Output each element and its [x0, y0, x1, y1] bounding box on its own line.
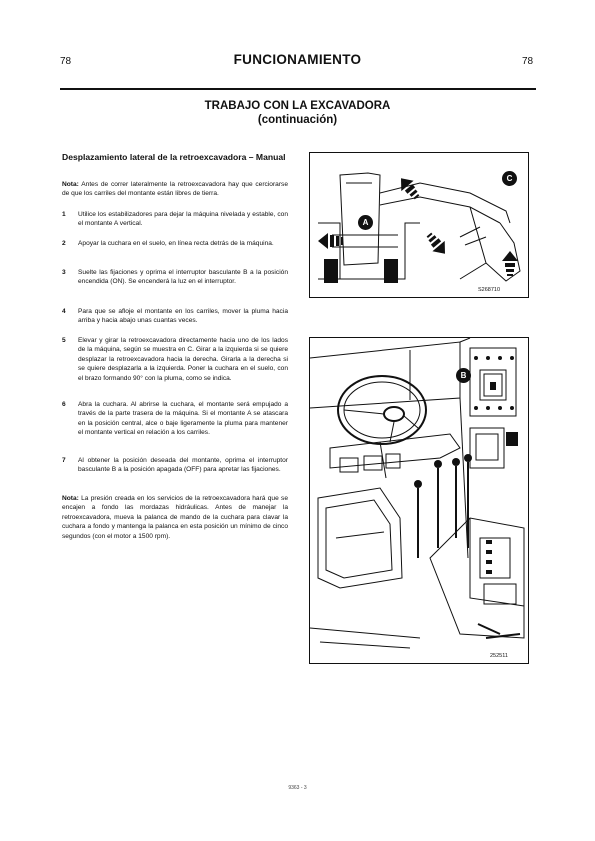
note-2: [62, 494, 288, 541]
backhoe-illustration: [310, 153, 528, 297]
stabilizer-foot-right: [384, 259, 398, 283]
step-number: 7: [62, 457, 66, 464]
note-2-text: La presión creada en los servicios de la retroexcavadora hará que se encajen a fondo las mordazas hidráulicas. Antes de manejar la retroexcavadora, mueva la palanca de mando de la cuchara para clavar la cuchara a fondo y mantenga la palanca en esta posición un mínimo de cinco segundos (con el motor a 1500 rpm).: [62, 495, 288, 540]
step-7: [62, 456, 288, 475]
step-text: Al obtener la posición deseada del montante, oprima el interruptor basculante B a la posición apagada (OFF) para apretar las fijaciones.: [78, 457, 288, 474]
step-text: Para que se afloje el montante en los carriles, mover la pluma hacia arriba y hacia abajo unas cuantas veces.: [78, 308, 288, 325]
page-number-left: 78: [60, 56, 72, 67]
step-3: [62, 268, 288, 287]
step-6: [62, 400, 288, 438]
callout-c: C: [502, 171, 517, 186]
note-1-text: Antes de correr lateralmente la retroexcavadora hay que cerciorarse de que los carriles del montante están libres de tierra.: [62, 181, 288, 198]
figure-cab-interior: [309, 337, 529, 664]
page-header-title: FUNCIONAMIENTO: [233, 52, 362, 67]
callout-b: B: [456, 368, 471, 383]
note-1: [62, 180, 288, 199]
note-2-label: Nota:: [62, 495, 79, 502]
step-4: [62, 307, 288, 326]
logo-badge: [506, 432, 518, 446]
step-number: 3: [62, 269, 66, 276]
callout-a: A: [358, 215, 373, 230]
stabilizer-foot-left: [324, 259, 338, 283]
cab-interior-illustration: [310, 338, 528, 663]
figure-1-code: S268710: [478, 287, 501, 293]
step-2: [62, 239, 288, 248]
step-text: Utilice los estabilizadores para dejar la máquina nivelada y estable, con el montante A vertical.: [78, 211, 288, 228]
step-number: 1: [62, 211, 66, 218]
header-rule: [60, 88, 536, 90]
section-title-line2: (continuación): [257, 114, 338, 126]
page-footer-code: 9363 - 3: [288, 785, 307, 791]
step-text: Elevar y girar la retroexcavadora directamente hacia uno de los lados de la máquina, según se muestra en C. Girar a la izquierda si se quiere desplazar la retroexcavadora hacia la derecha. Girarla a la derecha si se quiere desplazarla a la izquierda. Poner la cuchara en el suelo, con el brazo formando 90° con la pluma, como se indica.: [78, 337, 288, 382]
section-title: [0, 99, 595, 127]
step-number: 4: [62, 308, 66, 315]
step-number: 5: [62, 337, 66, 344]
step-1: [62, 210, 288, 229]
step-text: Abra la cuchara. Al abrirse la cuchara, el montante será empujado a través de la parte trasera de la máquina. Si el montante A se atascara en la posición central, alce o baje ligeramente la pluma para mantener el montante vertical en relación a los carriles.: [78, 401, 288, 437]
arrow-up-icon: [502, 251, 518, 276]
subheading: Desplazamiento lateral de la retroexcavadora – Manual: [62, 152, 286, 162]
step-number: 2: [62, 240, 66, 247]
figure-backhoe-sideshift: [309, 152, 529, 298]
step-text: Apoyar la cuchara en el suelo, en línea recta detrás de la máquina.: [78, 240, 274, 247]
step-number: 6: [62, 401, 66, 408]
page-number-right: 78: [522, 56, 534, 67]
figure-2-code: 252511: [490, 653, 508, 659]
note-1-label: Nota:: [62, 181, 79, 188]
section-title-line1: TRABAJO CON LA EXCAVADORA: [204, 100, 391, 112]
step-text: Suelte las fijaciones y oprima el interruptor basculante B a la posición encendida (ON). Se encenderá la luz en el interruptor.: [78, 269, 288, 286]
arrow-boom-down-icon: [423, 229, 451, 258]
step-5: [62, 336, 288, 383]
